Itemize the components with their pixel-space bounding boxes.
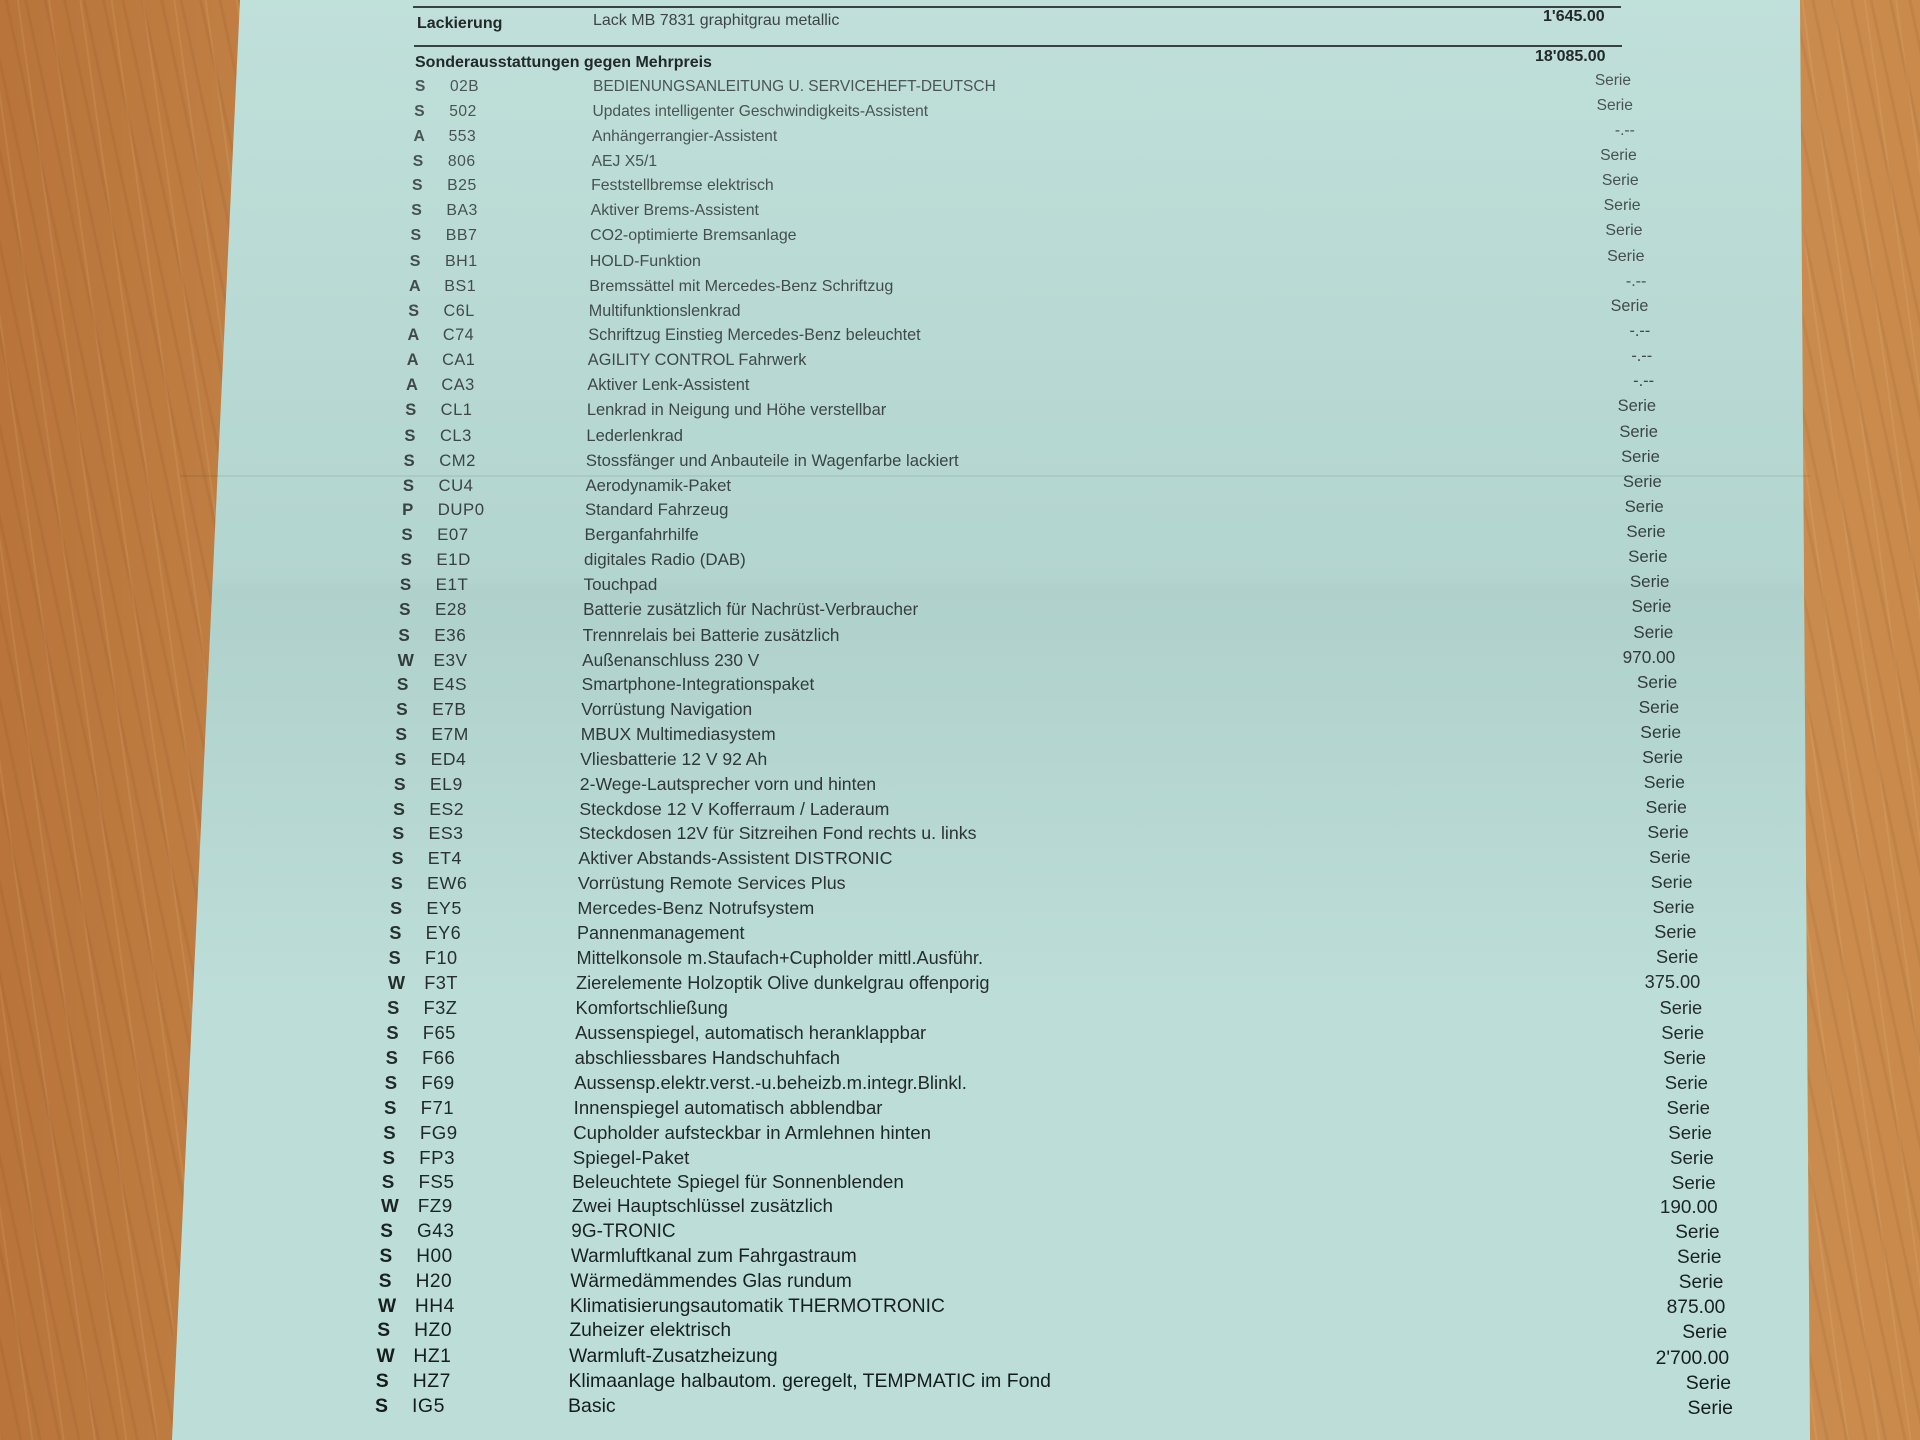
option-description: Lederlenkrad	[586, 425, 683, 445]
option-type: A	[406, 351, 419, 370]
option-price: Serie	[1629, 572, 1670, 591]
option-type: S	[404, 425, 416, 445]
option-type: S	[412, 152, 424, 170]
option-code: HZ0	[414, 1320, 453, 1342]
option-code: H20	[415, 1270, 453, 1292]
option-price: Serie	[1636, 672, 1678, 692]
option-code: CL1	[440, 401, 473, 420]
option-row	[0, 898, 1920, 920]
option-type: S	[408, 301, 419, 320]
option-description: Warmluft-Zusatzheizung	[568, 1345, 778, 1368]
option-description: Stossfänger und Anbauteile in Wagenfarbe lackiert	[585, 450, 959, 470]
option-type: S	[385, 1047, 398, 1069]
option-price: -.--	[1614, 122, 1635, 139]
option-code: CL3	[439, 425, 472, 445]
option-type: W	[376, 1345, 395, 1368]
option-row	[0, 1122, 1920, 1144]
option-row	[0, 272, 1920, 299]
option-price: Serie	[1659, 997, 1703, 1018]
option-description: AGILITY CONTROL Fahrwerk	[587, 351, 807, 370]
option-code: EW6	[427, 873, 468, 894]
option-type: S	[400, 550, 412, 570]
option-row	[0, 447, 1920, 473]
option-row	[0, 674, 1920, 696]
option-code: E1D	[436, 550, 471, 570]
option-type: S	[414, 102, 425, 120]
option-type: S	[377, 1320, 391, 1342]
option-price: Serie	[1678, 1271, 1724, 1293]
option-row	[0, 497, 1920, 522]
option-type: S	[409, 251, 421, 270]
option-row	[0, 848, 1920, 870]
option-row	[0, 1296, 1920, 1318]
option-type: S	[380, 1221, 393, 1243]
option-price: 970.00	[1622, 647, 1676, 667]
option-code: F3T	[424, 972, 459, 993]
option-type: S	[375, 1370, 389, 1393]
option-row	[0, 622, 1920, 647]
option-price: Serie	[1682, 1321, 1728, 1343]
option-row	[0, 647, 1920, 672]
option-row	[0, 799, 1920, 821]
option-type: S	[392, 823, 405, 844]
option-description: HOLD-Funktion	[589, 251, 701, 270]
option-description: Lenkrad in Neigung und Höhe verstellbar	[586, 401, 887, 420]
option-type: S	[396, 699, 408, 720]
option-row	[0, 572, 1920, 597]
option-price: Serie	[1619, 422, 1658, 441]
option-type: S	[387, 997, 400, 1019]
option-code: F3Z	[423, 997, 458, 1019]
paint-price: 1'645.00	[1543, 8, 1605, 25]
option-code: CM2	[439, 450, 476, 470]
option-code: E1T	[435, 574, 469, 594]
option-price: Serie	[1663, 1047, 1707, 1068]
option-price: Serie	[1661, 1022, 1705, 1043]
option-row	[0, 597, 1920, 622]
option-row	[0, 1072, 1920, 1094]
option-type: S	[403, 450, 415, 470]
option-row	[0, 397, 1920, 423]
option-description: Cupholder aufsteckbar in Armlehnen hinten	[573, 1121, 931, 1143]
option-code: ES2	[429, 798, 465, 819]
option-price: Serie	[1601, 172, 1639, 189]
option-price: 190.00	[1659, 1196, 1718, 1218]
option-row	[0, 923, 1920, 945]
option-row	[0, 873, 1920, 895]
option-code: E07	[437, 525, 469, 545]
option-price: Serie	[1675, 1221, 1720, 1243]
option-description: Zwei Hauptschlüssel zusätzlich	[571, 1196, 833, 1218]
option-code: BH1	[444, 251, 478, 270]
option-description: Smartphone-Integrationspaket	[581, 674, 815, 695]
option-description: Aussenspiegel, automatisch heranklappbar	[575, 1022, 927, 1044]
option-type: A	[407, 326, 420, 345]
option-description: Aktiver Brems-Assistent	[590, 202, 759, 220]
option-code: F69	[421, 1071, 455, 1093]
option-price: Serie	[1677, 1246, 1722, 1268]
option-code: E3V	[433, 649, 468, 670]
option-price: Serie	[1610, 297, 1649, 315]
option-description: Steckdosen 12V für Sitzreihen Fond rechts u. links	[578, 823, 977, 844]
option-description: Warmluftkanal zum Fahrgastraum	[570, 1245, 857, 1267]
option-type: S	[383, 1121, 396, 1143]
option-code: BB7	[445, 227, 478, 245]
section-title: Sonderausstattungen gegen Mehrpreis	[415, 54, 712, 71]
option-code: ET4	[427, 848, 462, 869]
option-code: ES3	[428, 823, 464, 844]
option-row	[0, 1196, 1920, 1218]
option-description: Touchpad	[583, 574, 658, 594]
option-price: 2'700.00	[1655, 1346, 1730, 1369]
option-description: Steckdose 12 V Kofferraum / Laderaum	[579, 798, 890, 819]
option-price: Serie	[1643, 772, 1685, 792]
option-description: abschliessbares Handschuhfach	[574, 1047, 841, 1069]
option-code: 553	[448, 127, 477, 145]
option-price: Serie	[1666, 1096, 1710, 1118]
option-code: C6L	[443, 301, 475, 320]
option-row	[0, 522, 1920, 547]
option-description: AEJ X5/1	[591, 152, 658, 170]
option-description: Batterie zusätzlich für Nachrüst-Verbraucher	[583, 599, 919, 619]
option-code: E4S	[432, 674, 467, 695]
option-type: S	[415, 78, 426, 95]
option-description: Anhängerrangier-Assistent	[592, 127, 778, 145]
option-code: FG9	[419, 1121, 458, 1143]
option-description: Innenspiegel automatisch abblendbar	[573, 1096, 883, 1118]
option-code: E36	[434, 624, 467, 645]
option-row	[0, 774, 1920, 796]
option-code: EL9	[429, 773, 463, 794]
option-price: Serie	[1671, 1171, 1716, 1193]
option-row	[0, 749, 1920, 771]
option-code: E28	[434, 599, 467, 619]
option-row	[0, 472, 1920, 498]
option-description: Komfortschließung	[575, 997, 728, 1019]
option-type: W	[387, 972, 406, 993]
option-row	[0, 948, 1920, 970]
option-price: Serie	[1668, 1121, 1712, 1143]
option-description: Mittelkonsole m.Staufach+Cupholder mittl.Ausführ.	[576, 947, 983, 968]
option-row	[0, 823, 1920, 845]
option-price: Serie	[1649, 847, 1691, 867]
option-price: Serie	[1652, 897, 1695, 917]
option-description: Klimatisierungsautomatik THERMOTRONIC	[569, 1295, 945, 1317]
option-code: CU4	[438, 475, 474, 495]
option-description: Updates intelligenter Geschwindigkeits-Assistent	[592, 102, 929, 120]
option-description: BEDIENUNGSANLEITUNG U. SERVICEHEFT-DEUTSCH	[593, 78, 996, 95]
option-description: Trennrelais bei Batterie zusätzlich	[582, 624, 840, 645]
option-description: 2-Wege-Lautsprecher vorn und hinten	[579, 773, 877, 794]
option-description: Multifunktionslenkrad	[588, 301, 741, 320]
option-description: Aktiver Lenk-Assistent	[587, 376, 750, 395]
option-row	[0, 1320, 1920, 1342]
option-type: S	[398, 624, 410, 645]
option-code: EY5	[426, 898, 462, 919]
option-description: Pannenmanagement	[576, 922, 745, 943]
option-code: G43	[417, 1221, 455, 1243]
option-type: S	[394, 748, 407, 769]
option-price: 875.00	[1666, 1296, 1726, 1318]
option-description: Aerodynamik-Paket	[585, 475, 732, 495]
option-description: Standard Fahrzeug	[584, 500, 729, 520]
option-type: S	[384, 1071, 398, 1093]
option-code: HH4	[414, 1295, 455, 1317]
option-price: Serie	[1626, 522, 1666, 541]
option-description: Beleuchtete Spiegel für Sonnenblenden	[572, 1171, 904, 1193]
option-description: Bremssättel mit Mercedes-Benz Schriftzug	[589, 276, 894, 295]
option-code: DUP0	[437, 500, 485, 520]
option-code: CA3	[441, 376, 475, 395]
option-type: A	[408, 276, 421, 295]
option-price: Serie	[1600, 147, 1637, 164]
option-price: Serie	[1685, 1371, 1732, 1394]
option-row	[0, 1221, 1920, 1243]
option-type: W	[397, 649, 414, 670]
option-type: W	[378, 1295, 397, 1317]
option-description: Feststellbremse elektrisch	[591, 177, 774, 195]
option-price: Serie	[1628, 547, 1668, 566]
option-code: FS5	[418, 1171, 455, 1193]
option-type: S	[411, 202, 422, 220]
option-price: Serie	[1607, 247, 1645, 265]
option-row	[0, 1370, 1920, 1392]
option-price: Serie	[1647, 822, 1689, 842]
top-rule	[413, 6, 1621, 8]
option-type: S	[382, 1146, 396, 1168]
option-row	[0, 973, 1920, 995]
option-description: Vorrüstung Navigation	[581, 699, 753, 720]
option-row	[0, 997, 1920, 1019]
option-row	[0, 1022, 1920, 1044]
option-price: Serie	[1631, 597, 1672, 616]
option-type: S	[379, 1245, 393, 1267]
option-price: Serie	[1664, 1071, 1708, 1093]
option-type: S	[395, 724, 408, 745]
section-rule	[414, 45, 1622, 47]
option-price: -.--	[1629, 322, 1651, 340]
option-price: Serie	[1603, 197, 1641, 214]
option-code: HZ1	[413, 1345, 452, 1368]
option-row	[0, 724, 1920, 746]
option-type: S	[399, 599, 411, 619]
option-price: Serie	[1638, 697, 1680, 717]
option-description: Zuheizer elektrisch	[569, 1320, 732, 1342]
option-code: EY6	[425, 922, 462, 943]
option-code: F65	[422, 1022, 456, 1044]
option-description: Aussensp.elektr.verst.-u.beheizb.m.integr.Blinkl.	[574, 1071, 967, 1093]
option-code: F10	[424, 947, 458, 968]
option-row	[0, 699, 1920, 721]
option-code: FP3	[419, 1146, 456, 1168]
option-row	[0, 1271, 1920, 1293]
option-row	[0, 347, 1920, 373]
option-price: -.--	[1631, 347, 1653, 365]
paint-label: Lackierung	[417, 15, 503, 32]
option-type: S	[393, 798, 405, 819]
option-type: S	[401, 525, 413, 545]
option-price: 375.00	[1644, 972, 1701, 992]
option-type: S	[386, 1022, 399, 1044]
option-price: Serie	[1605, 222, 1643, 239]
option-description: Vorrüstung Remote Services Plus	[577, 873, 846, 894]
option-code: E7B	[432, 699, 467, 720]
option-row	[0, 197, 1920, 224]
section-total: 18'085.00	[1535, 48, 1606, 65]
option-price: Serie	[1621, 447, 1660, 466]
option-description: Mercedes-Benz Notrufsystem	[577, 898, 815, 919]
option-price: Serie	[1624, 497, 1664, 516]
option-description: Vliesbatterie 12 V 92 Ah	[580, 748, 768, 769]
option-code: ED4	[430, 748, 467, 769]
option-row	[0, 1345, 1920, 1367]
option-description: Zierelemente Holzoptik Olive dunkelgrau offenporig	[576, 972, 990, 993]
option-code: H00	[416, 1245, 453, 1267]
option-type: S	[399, 574, 412, 594]
option-type: S	[410, 227, 422, 245]
option-type: A	[413, 127, 425, 145]
option-code: 502	[449, 102, 477, 120]
option-type: S	[388, 947, 401, 968]
option-price: Serie	[1642, 747, 1683, 767]
option-code: FZ9	[417, 1196, 453, 1218]
option-row	[0, 1246, 1920, 1268]
option-price: Serie	[1687, 1397, 1733, 1419]
option-row	[0, 422, 1920, 448]
option-price: Serie	[1596, 97, 1633, 114]
option-price: Serie	[1654, 922, 1697, 942]
option-description: digitales Radio (DAB)	[584, 550, 746, 570]
option-code: 806	[447, 152, 476, 170]
option-type: W	[381, 1196, 399, 1218]
option-price: Serie	[1633, 622, 1674, 642]
option-row	[0, 1395, 1920, 1417]
option-type: S	[375, 1395, 389, 1417]
option-code: HZ7	[412, 1370, 451, 1393]
option-code: C74	[442, 326, 475, 345]
option-price: -.--	[1625, 272, 1647, 290]
option-row	[0, 547, 1920, 572]
option-description: MBUX Multimediasystem	[580, 724, 776, 745]
option-type: S	[405, 401, 417, 420]
option-row	[0, 1047, 1920, 1069]
option-row	[0, 322, 1920, 348]
option-row	[0, 1147, 1920, 1169]
option-type: S	[390, 898, 403, 919]
option-type: S	[389, 922, 402, 943]
option-type: S	[402, 475, 415, 495]
option-type: A	[405, 376, 418, 395]
option-type: S	[390, 873, 403, 894]
option-code: E7M	[431, 724, 469, 745]
option-price: Serie	[1617, 397, 1657, 415]
option-type: S	[396, 674, 409, 695]
option-description: Basic	[568, 1395, 616, 1417]
option-price: Serie	[1656, 947, 1699, 967]
option-code: F71	[420, 1096, 455, 1118]
option-price: Serie	[1645, 797, 1687, 817]
option-row	[0, 372, 1920, 398]
option-type: S	[384, 1096, 397, 1118]
option-description: Schriftzug Einstieg Mercedes-Benz beleuchtet	[588, 326, 921, 345]
option-description: CO2-optimierte Bremsanlage	[590, 227, 797, 245]
option-code: 02B	[450, 78, 480, 95]
option-description: 9G-TRONIC	[571, 1221, 676, 1243]
option-description: Aktiver Abstands-Assistent DISTRONIC	[578, 848, 893, 869]
option-type: S	[378, 1270, 392, 1292]
option-price: -.--	[1633, 372, 1655, 390]
option-type: S	[393, 773, 406, 794]
option-price: Serie	[1622, 472, 1662, 491]
option-description: Klimaanlage halbautom. geregelt, TEMPMATIC im Fond	[568, 1370, 1051, 1393]
option-description: Außenanschluss 230 V	[582, 649, 760, 670]
option-code: BA3	[446, 202, 478, 220]
option-price: Serie	[1594, 72, 1631, 89]
option-description: Wärmedämmendes Glas rundum	[570, 1270, 852, 1292]
option-price: Serie	[1670, 1146, 1714, 1168]
option-type: P	[402, 500, 414, 520]
option-price: Serie	[1640, 722, 1682, 742]
option-type: S	[411, 177, 423, 195]
option-row	[0, 247, 1920, 274]
paint-value: Lack MB 7831 graphitgrau metallic	[593, 12, 840, 29]
option-row	[0, 297, 1920, 324]
option-type: S	[381, 1171, 395, 1193]
option-code: B25	[447, 177, 477, 195]
option-price: Serie	[1650, 872, 1693, 892]
option-code: BS1	[444, 276, 477, 295]
option-code: F66	[422, 1047, 456, 1069]
option-code: IG5	[412, 1395, 445, 1417]
option-type: S	[391, 848, 404, 869]
option-row	[0, 222, 1920, 249]
option-description: Berganfahrhilfe	[584, 525, 699, 545]
option-code: CA1	[442, 351, 476, 370]
option-row	[0, 1171, 1920, 1193]
option-row	[0, 1097, 1920, 1119]
option-description: Spiegel-Paket	[572, 1146, 690, 1168]
